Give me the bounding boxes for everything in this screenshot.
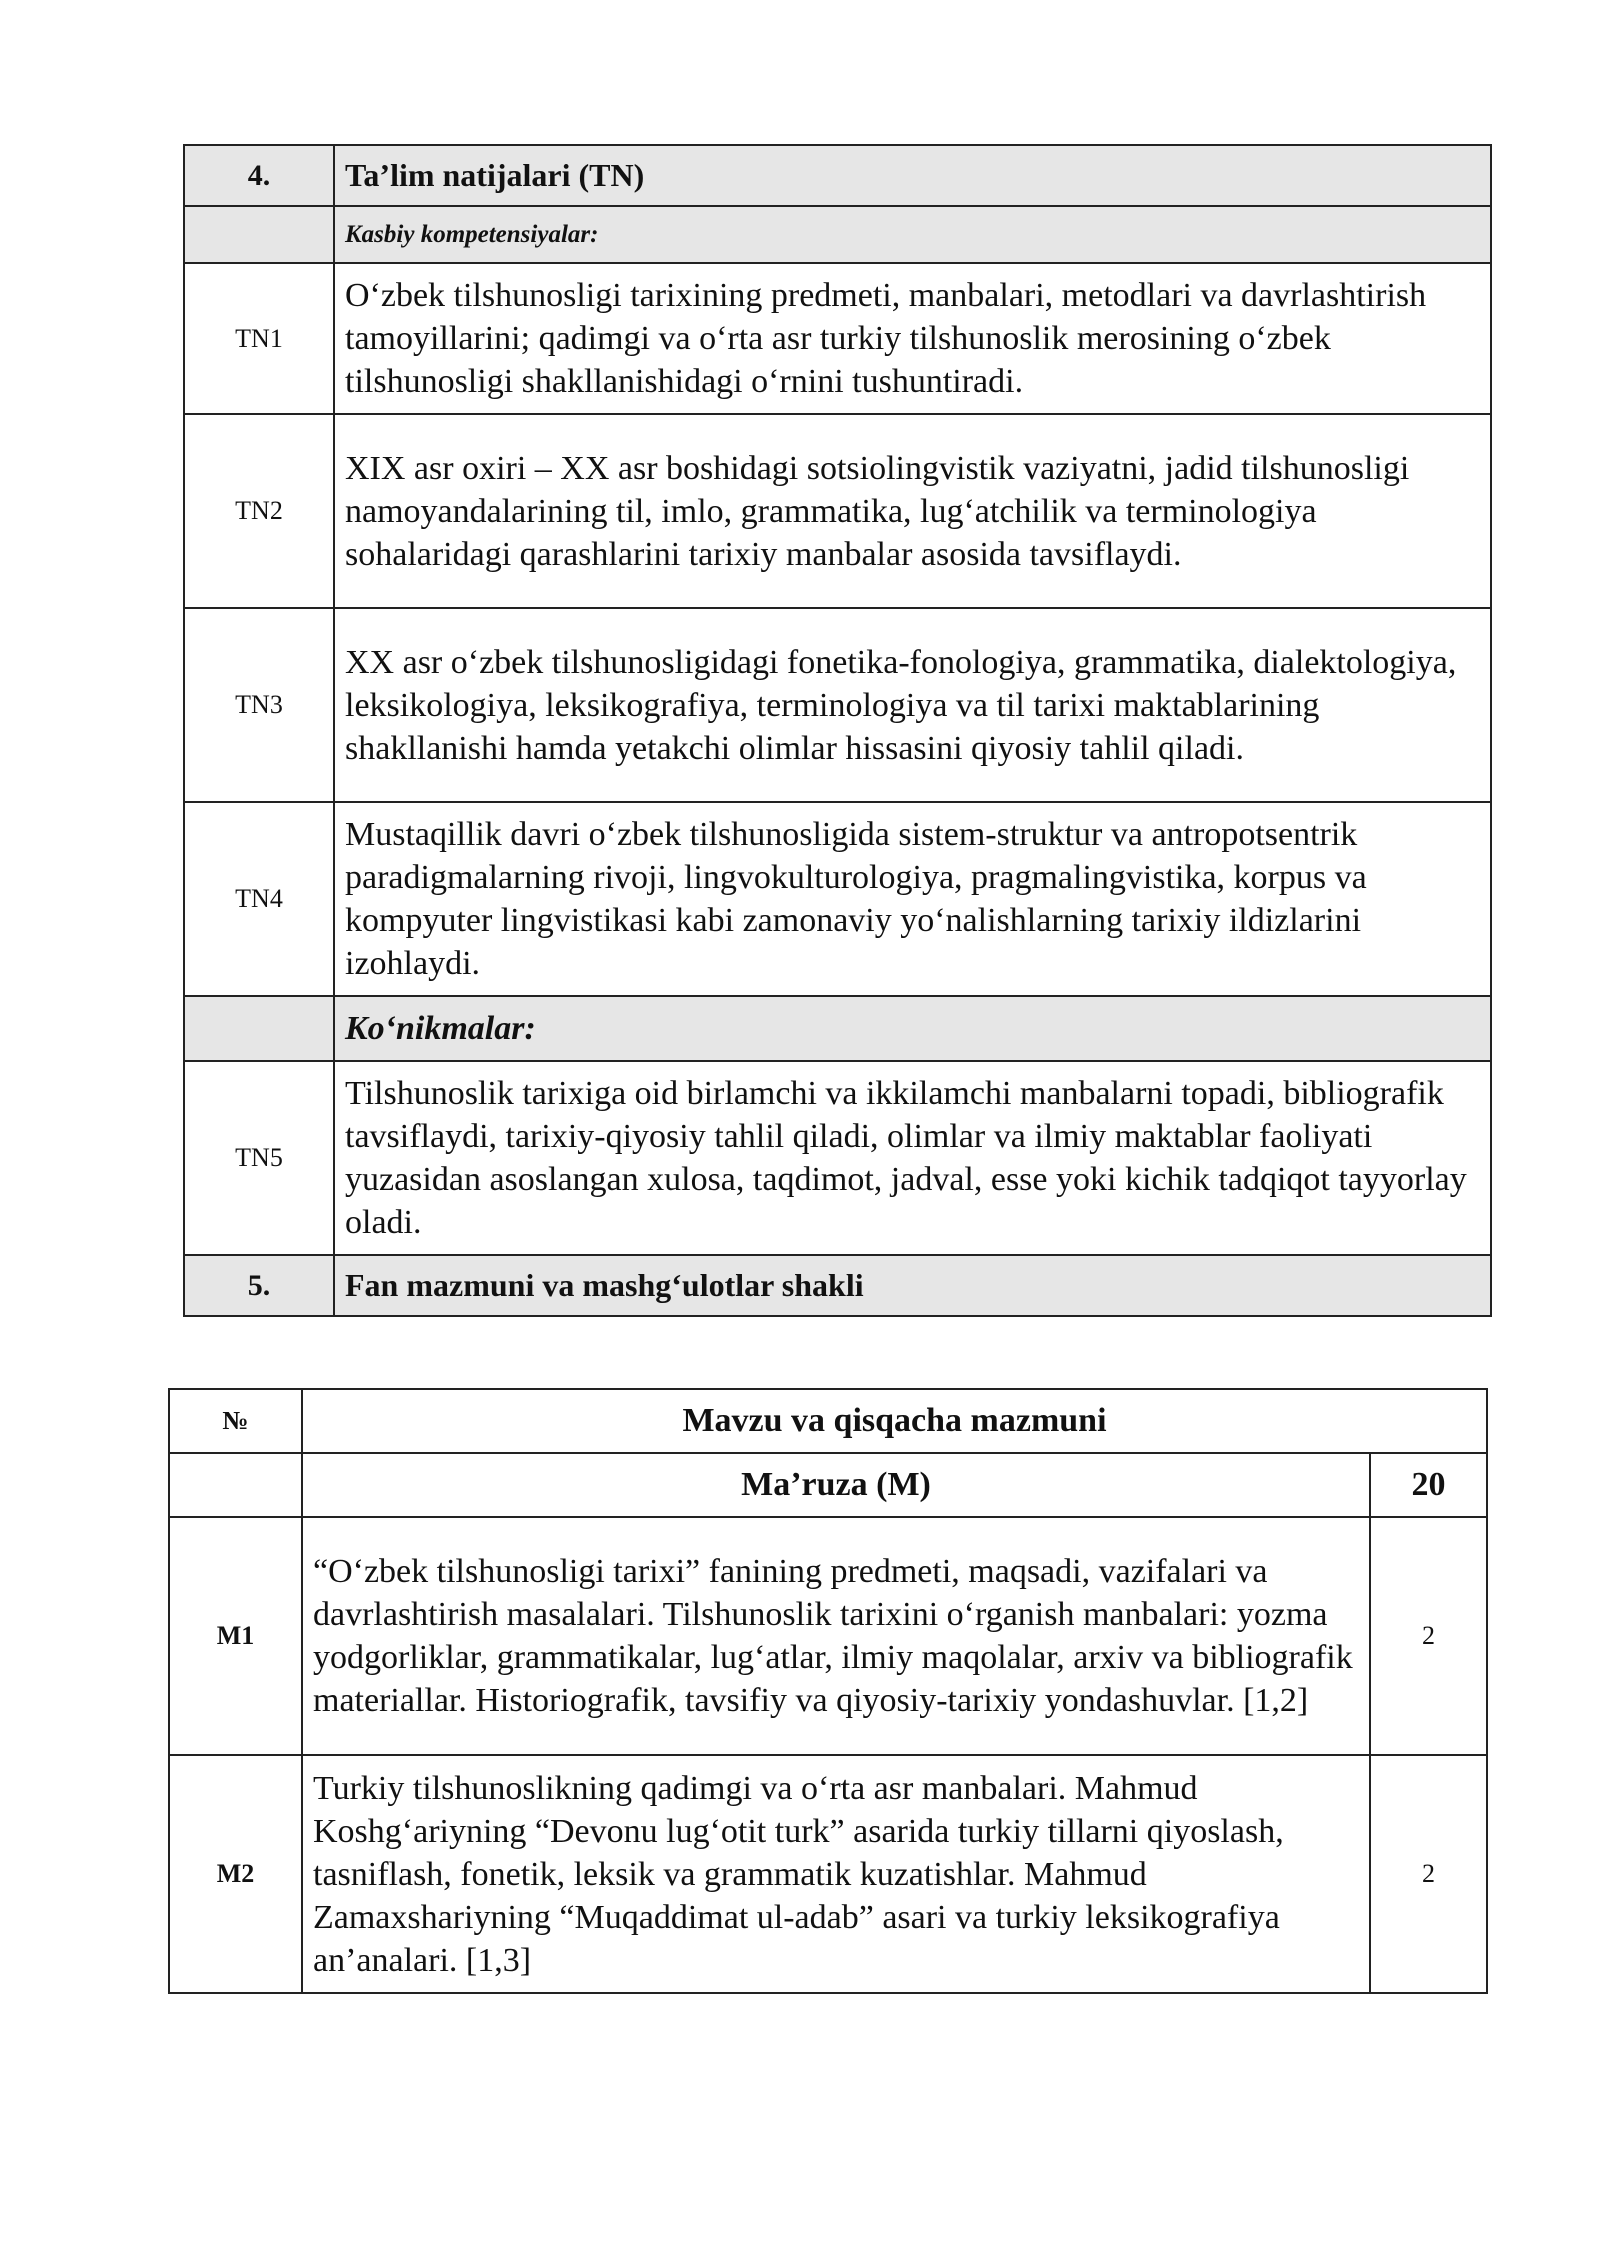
topic-header: Mavzu va qisqacha mazmuni bbox=[302, 1389, 1487, 1453]
outcome-code: TN1 bbox=[184, 263, 334, 414]
course-content-table bbox=[168, 1388, 1488, 1994]
section-5-header-row bbox=[184, 1255, 1491, 1316]
outcome-code: TN2 bbox=[184, 414, 334, 608]
skills-heading: Ko‘nikmalar: bbox=[334, 996, 1491, 1061]
professional-heading-row bbox=[184, 206, 1491, 263]
table-row bbox=[184, 414, 1491, 608]
empty-cell bbox=[184, 996, 334, 1061]
empty-cell bbox=[169, 1453, 302, 1517]
lecture-header: Ma’ruza (M) bbox=[302, 1453, 1370, 1517]
outcome-code: TN4 bbox=[184, 802, 334, 996]
content-header-row bbox=[169, 1389, 1487, 1453]
lecture-text: Turkiy tilshunoslikning qadimgi va o‘rta asr manbalari. Mahmud Koshg‘ariyning “Devonu lug‘otit turk” asarida turkiy tillarni qiyoslash, tasniflash, fonetik, leksik va grammatik kuzatishlar. Mahmud Zamaxshariyning “Muqaddimat ul-adab” asari va turkiy leksikografiya an’analari. [1,3] bbox=[302, 1755, 1370, 1993]
next-section-number: 5. bbox=[184, 1255, 334, 1316]
outcome-text: XIX asr oxiri – XX asr boshidagi sotsiolingvistik vaziyatni, jadid tilshunosligi namoyandalarining til, imlo, grammatika, lug‘atchilik va terminologiya sohalaridagi qarashlarini tarixiy manbalar asosida tavsiflaydi. bbox=[334, 414, 1491, 608]
outcome-text: O‘zbek tilshunosligi tarixining predmeti, manbalari, metodlari va davrlashtirish tamoyillarini; qadimgi va o‘rta asr turkiy tilshunoslik merosining o‘zbek tilshunosligi shakllanishidagi o‘rnini tushuntiradi. bbox=[334, 263, 1491, 414]
outcome-code: TN3 bbox=[184, 608, 334, 802]
table-row bbox=[169, 1755, 1487, 1993]
section-title: Ta’lim natijalari (TN) bbox=[334, 145, 1491, 206]
lecture-hours: 2 bbox=[1370, 1517, 1487, 1755]
outcome-text: Mustaqillik davri o‘zbek tilshunosligida sistem-struktur va antropotsentrik paradigmalarning rivoji, lingvokulturologiya, pragmalingvistika, korpus va kompyuter lingvistikasi kabi zamonaviy yo‘nalishlarning tarixiy ildizlarini izohlaydi. bbox=[334, 802, 1491, 996]
professional-heading: Kasbiy kompetensiyalar: bbox=[334, 206, 1491, 263]
section-4-header-row bbox=[184, 145, 1491, 206]
learning-outcomes-table bbox=[183, 144, 1492, 1317]
lecture-text: “O‘zbek tilshunosligi tarixi” fanining predmeti, maqsadi, vazifalari va davrlashtirish masalalari. Tilshunoslik tarixini o‘rganish manbalari: yozma yodgorliklar, grammatikalar, lug‘atlar, ilmiy maqolalar, arxiv va bibliografik materiallar. Historiografik, tavsifiy va qiyosiy-tarixiy yondashuvlar. [1,2] bbox=[302, 1517, 1370, 1755]
next-section-title: Fan mazmuni va mashg‘ulotlar shakli bbox=[334, 1255, 1491, 1316]
table-row bbox=[184, 608, 1491, 802]
table-row bbox=[169, 1517, 1487, 1755]
skills-heading-row bbox=[184, 996, 1491, 1061]
outcome-text: XX asr o‘zbek tilshunosligidagi fonetika-fonologiya, grammatika, dialektologiya, leksikologiya, leksikografiya, terminologiya va til tarixi maktablarining shakllanishi hamda yetakchi olimlar hissasini qiyosiy tahlil qiladi. bbox=[334, 608, 1491, 802]
table-row bbox=[184, 263, 1491, 414]
table-row bbox=[184, 1061, 1491, 1255]
lecture-total-hours: 20 bbox=[1370, 1453, 1487, 1517]
number-symbol: № bbox=[169, 1389, 302, 1453]
lecture-code: M2 bbox=[169, 1755, 302, 1993]
lecture-hours: 2 bbox=[1370, 1755, 1487, 1993]
outcome-code: TN5 bbox=[184, 1061, 334, 1255]
outcome-text: Tilshunoslik tarixiga oid birlamchi va ikkilamchi manbalarni topadi, bibliografik tavsiflaydi, tarixiy-qiyosiy tahlil qiladi, olimlar va ilmiy maktablar faoliyati yuzasidan asoslangan xulosa, taqdimot, jadval, esse yoki kichik tadqiqot tayyorlay oladi. bbox=[334, 1061, 1491, 1255]
lecture-code: M1 bbox=[169, 1517, 302, 1755]
section-number: 4. bbox=[184, 145, 334, 206]
empty-cell bbox=[184, 206, 334, 263]
table-row bbox=[184, 802, 1491, 996]
lecture-header-row bbox=[169, 1453, 1487, 1517]
